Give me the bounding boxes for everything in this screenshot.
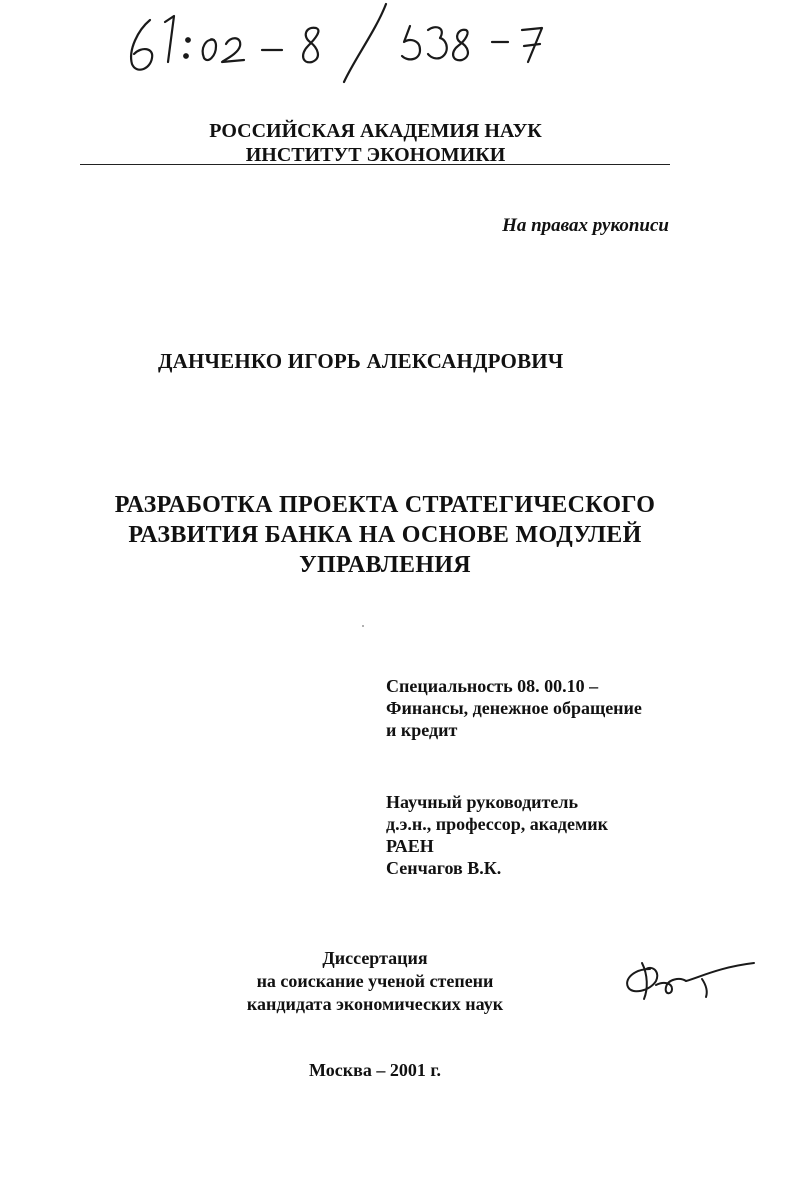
supervisor-line-2: д.э.н., профессор, академик	[386, 814, 608, 834]
title-line-3: УПРАВЛЕНИЯ	[299, 552, 471, 578]
specialty-line-1: Специальность 08. 00.10 –	[386, 676, 599, 696]
dissertation-line-1: Диссертация	[322, 948, 428, 968]
city-year: Москва – 2001 г.	[309, 1060, 441, 1080]
supervisor-line-3: РАЕН	[386, 836, 434, 856]
title-line-2: РАЗВИТИЯ БАНКА НА ОСНОВЕ МОДУЛЕЙ	[128, 522, 642, 548]
author-signature	[620, 955, 760, 1005]
scan-speck	[362, 625, 364, 627]
dissertation-line-2: на соискание ученой степени	[256, 971, 494, 991]
rights-note: На правах рукописи	[502, 215, 669, 236]
header-divider	[80, 164, 670, 165]
specialty-line-3: и кредит	[386, 720, 458, 740]
dissertation-line-3: кандидата экономических наук	[246, 994, 504, 1014]
author-name: ДАНЧЕНКО ИГОРЬ АЛЕКСАНДРОВИЧ	[158, 349, 564, 373]
title-line-1: РАЗРАБОТКА ПРОЕКТА СТРАТЕГИЧЕСКОГО	[114, 492, 656, 518]
supervisor-line-1: Научный руководитель	[386, 792, 578, 812]
specialty-line-2: Финансы, денежное обращение	[386, 698, 642, 718]
institution-line-1: РОССИЙСКАЯ АКАДЕМИЯ НАУК	[209, 120, 542, 142]
handwritten-archive-number	[110, 0, 570, 95]
supervisor-line-4: Сенчагов В.К.	[386, 858, 502, 878]
institution-line-2: ИНСТИТУТ ЭКОНОМИКИ	[245, 144, 506, 166]
